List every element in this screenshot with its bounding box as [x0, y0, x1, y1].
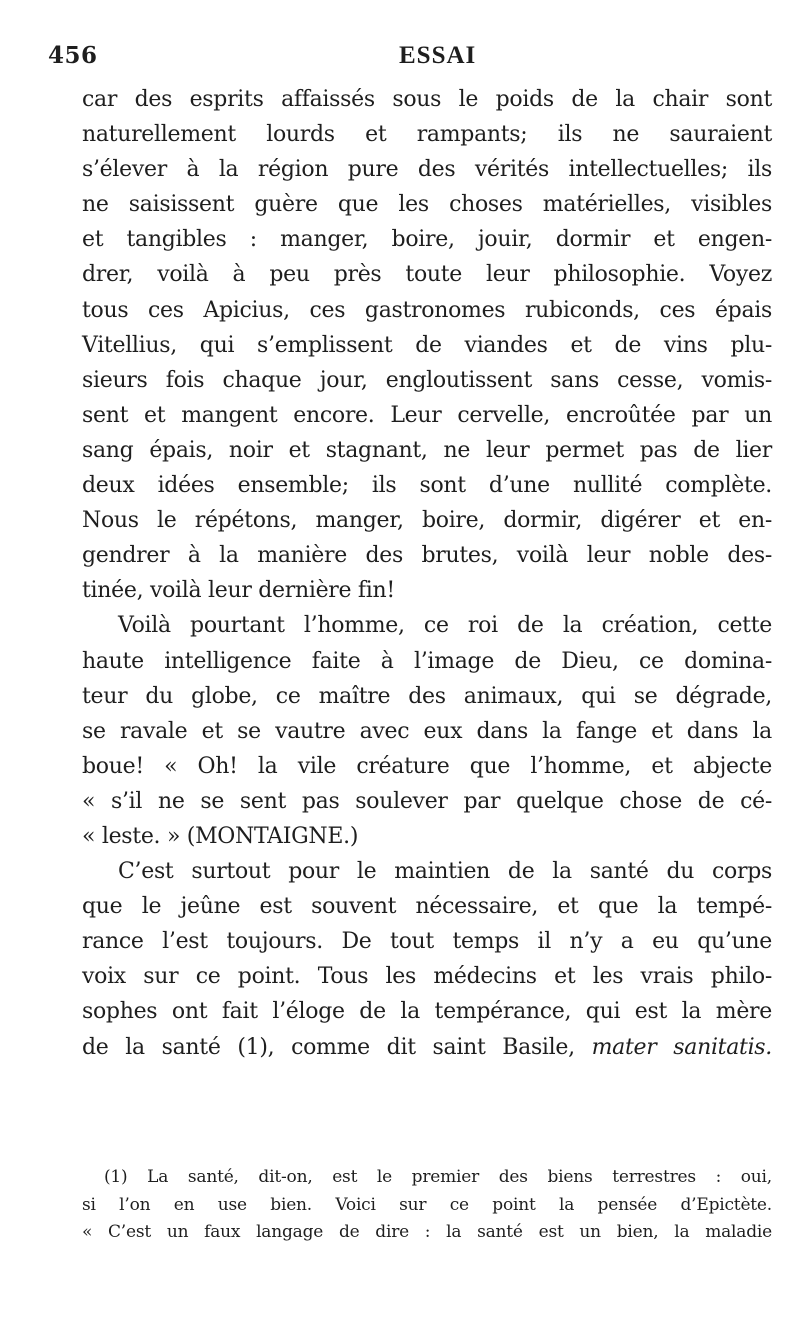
body-line: boue! « Oh! la vile créature que l’homme, et abjecte — [82, 753, 772, 779]
body-line: gendrer à la manière des brutes, voilà leur noble des- — [82, 543, 772, 569]
footnote-line: « C’est un faux langage de dire : la santé est un bien, la maladie — [82, 1222, 772, 1242]
body-line: sent et mangent encore. Leur cervelle, encroûtée par un — [82, 402, 772, 428]
body-line: s’élever à la région pure des vérités intellectuelles; ils — [82, 157, 772, 183]
body-line: Nous le répétons, manger, boire, dormir, digérer et en- — [82, 508, 772, 534]
body-line: sophes ont fait l’éloge de la tempérance, qui est la mère — [82, 999, 772, 1025]
body-line: que le jeûne est souvent nécessaire, et que la tempé- — [82, 894, 772, 920]
body-line: ne saisissent guère que les choses matérielles, visibles — [82, 192, 772, 218]
body-line: « leste. » (MONTAIGNE.) — [82, 823, 359, 849]
body-line: Voilà pourtant l’homme, ce roi de la création, cette — [118, 613, 772, 639]
body-line: « s’il ne se sent pas soulever par quelque chose de cé- — [82, 788, 772, 814]
body-line: tinée, voilà leur dernière fin! — [82, 578, 395, 604]
footnote-line: si l’on en use bien. Voici sur ce point la pensée d’Epictète. — [82, 1194, 772, 1215]
footnotes — [82, 1164, 772, 1247]
body-line: sang épais, noir et stagnant, ne leur permet pas de lier — [82, 437, 772, 463]
body-line: haute intelligence faite à l’image de Dieu, ce domina- — [82, 648, 772, 674]
body-line: C’est surtout pour le maintien de la santé du corps — [118, 859, 772, 885]
body-line: rance l’est toujours. De tout temps il n’y a eu qu’une — [82, 929, 772, 955]
body-line: naturellement lourds et rampants; ils ne sauraient — [82, 122, 772, 148]
body-line: voix sur ce point. Tous les médecins et les vrais philo- — [82, 964, 772, 990]
running-head: ESSAI — [399, 42, 477, 69]
body-line: et tangibles : manger, boire, jouir, dormir et engen- — [82, 227, 772, 253]
page-header — [48, 42, 768, 74]
page-number: 456 — [48, 42, 98, 69]
body-line: se ravale et se vautre avec eux dans la fange et dans la — [82, 718, 772, 744]
body-line: tous ces Apicius, ces gastronomes rubiconds, ces épais — [82, 297, 772, 323]
body-line: teur du globe, ce maître des animaux, qui se dégrade, — [82, 683, 772, 709]
body-line: de la santé (1), comme dit saint Basile, mater sanitatis. — [82, 1034, 772, 1060]
footnote-line: (1) La santé, dit-on, est le premier des biens terrestres : oui, — [104, 1167, 772, 1187]
latin-quote: mater sanitatis. — [591, 1034, 772, 1060]
body-line: deux idées ensemble; ils sont d’une nullité complète. — [82, 473, 772, 499]
body-line: sieurs fois chaque jour, engloutissent sans cesse, vomis- — [82, 367, 772, 393]
body-line: car des esprits affaissés sous le poids de la chair sont — [82, 87, 772, 112]
body-text — [82, 82, 772, 1065]
body-line: Vitellius, qui s’emplissent de viandes et de vins plu- — [82, 332, 772, 358]
body-line: drer, voilà à peu près toute leur philosophie. Voyez — [82, 262, 772, 288]
